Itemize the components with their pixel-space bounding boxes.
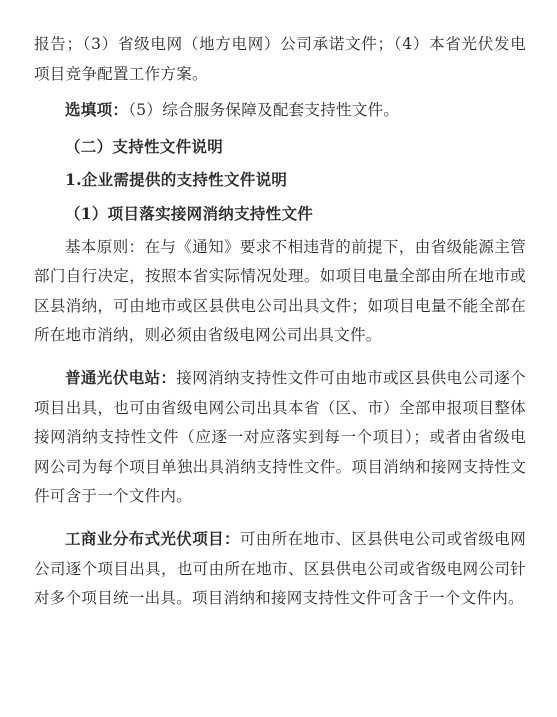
heading-text: 1.企业需提供的支持性文件说明 (65, 170, 288, 190)
paragraph-text: 接网消纳支持性文件可由地市或区县供电公司逐个项目出具，也可由省级电网公司出具本省（区、市）全部申报项目整体接网消纳支持性文件（应逐一对应落实到每一个项目）；或者由省级电网公司为每个项目单独出具消纳支持性文件。项目消纳和接网支持性文件可含于一个文件内。 (34, 368, 526, 506)
paragraph-required-items-end (34, 30, 526, 89)
paragraph-text: 报告；（3）省级电网（地方电网）公司承诺文件；（4）本省光伏发电项目竞争配置工作方案。 (34, 35, 526, 83)
paragraph-lead: 选填项： (65, 100, 129, 120)
paragraph-text: 基本原则：在与《通知》要求不相违背的前提下，由省级能源主管部门自行决定，按照本省实际情况处理。如项目电量全部由所在地市或区县消纳，可由地市或区县供电公司出具文件；如项目电量不能全部在所在地市消纳，则必须由省级电网公司出具文件。 (34, 237, 526, 345)
section-heading-support-docs (34, 132, 526, 163)
paragraph-lead: 工商业分布式光伏项目： (65, 528, 240, 548)
paragraph-ordinary-pv-station (34, 363, 526, 512)
heading-text: （1）项目落实接网消纳支持性文件 (65, 203, 314, 223)
paragraph-lead: 普通光伏电站： (65, 367, 177, 387)
paragraph-basic-principle (34, 233, 526, 351)
subsection-heading-enterprise-docs (34, 165, 526, 196)
paragraph-text: 可由所在地市、区县供电公司或省级电网公司逐个项目出具，也可由所在地市、区县供电公司或省级电网公司针对多个项目统一出具。项目消纳和接网支持性文件可含于一个文件内。 (34, 529, 526, 608)
paragraph-text: （5）综合服务保障及配套支持性文件。 (128, 101, 400, 120)
heading-text: （二）支持性文件说明 (65, 136, 224, 156)
paragraph-distributed-pv (34, 524, 526, 614)
item-heading-grid-consumption (34, 199, 526, 230)
paragraph-optional-items (34, 95, 526, 126)
document-page (34, 30, 526, 620)
